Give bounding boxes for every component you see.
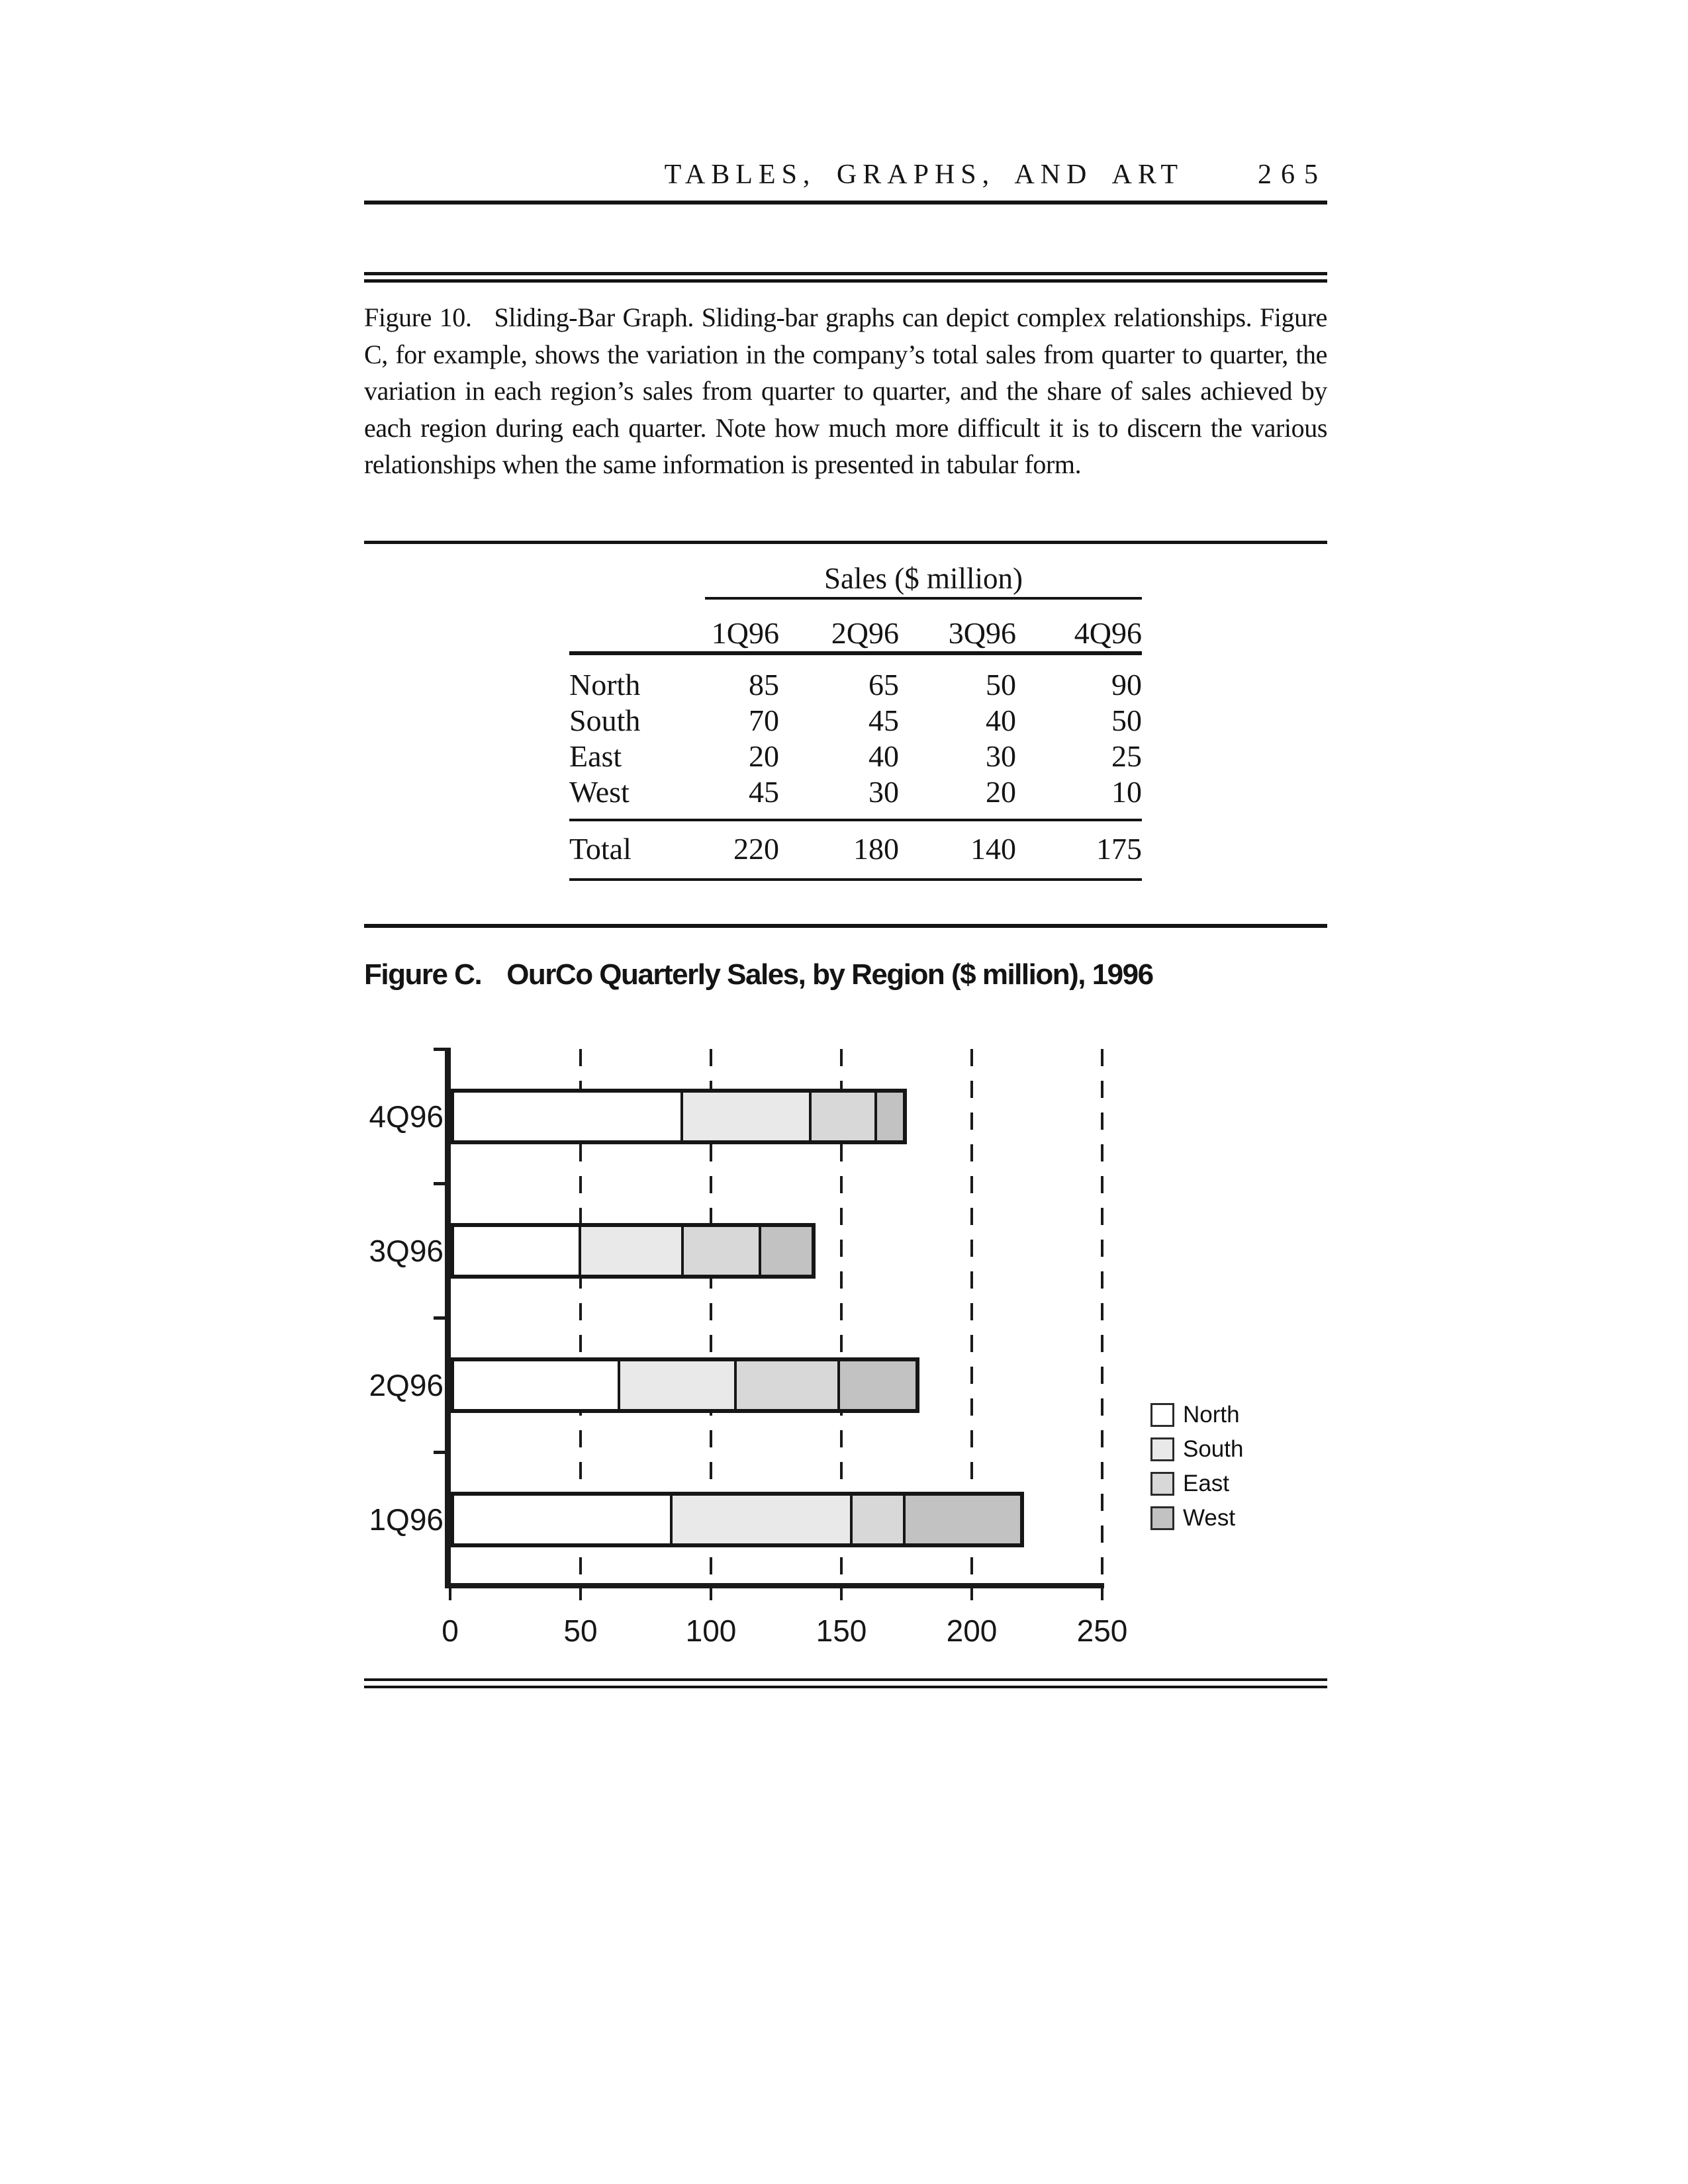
table-spanner-rule xyxy=(705,597,1142,600)
bar-segment-1Q96-West xyxy=(903,1496,1019,1543)
cell: 40 xyxy=(986,704,1016,737)
bottom-rule-1 xyxy=(364,1678,1327,1681)
cell: 45 xyxy=(749,775,779,809)
y-axis-tick xyxy=(434,1048,445,1051)
row-label: South xyxy=(569,704,641,737)
bar-segment-2Q96-East xyxy=(734,1361,837,1409)
cell: 140 xyxy=(970,832,1016,866)
cell: 30 xyxy=(986,739,1016,773)
x-axis-label-50: 50 xyxy=(563,1614,598,1648)
caption-bottom-rule xyxy=(364,541,1327,544)
legend-label: South xyxy=(1183,1436,1244,1462)
legend-item xyxy=(1150,1501,1243,1535)
bar-segment-3Q96-South xyxy=(579,1227,681,1275)
cell: 85 xyxy=(749,668,779,702)
x-axis-label-150: 150 xyxy=(816,1614,867,1648)
cell: 45 xyxy=(868,704,899,737)
x-axis-tick-50 xyxy=(579,1588,582,1600)
x-axis-label-0: 0 xyxy=(442,1614,459,1648)
legend-label: North xyxy=(1183,1402,1240,1428)
table-corner-cell xyxy=(569,615,705,651)
x-axis-tick-0 xyxy=(449,1588,451,1600)
bar-segment-4Q96-North xyxy=(454,1093,680,1140)
category-label-2Q96: 2Q96 xyxy=(369,1367,444,1402)
page-header xyxy=(364,159,1327,191)
bar-segment-4Q96-East xyxy=(809,1093,874,1140)
bar-segment-1Q96-South xyxy=(670,1496,850,1543)
bar-2Q96 xyxy=(450,1357,919,1413)
cell: 40 xyxy=(868,739,899,773)
cell: 70 xyxy=(749,704,779,737)
x-axis-tick-200 xyxy=(970,1588,973,1600)
chart-title xyxy=(364,958,1153,991)
x-axis-label-100: 100 xyxy=(685,1614,737,1648)
y-axis xyxy=(445,1048,451,1588)
row-label: East xyxy=(569,739,622,773)
chart-title-label: Figure C. xyxy=(364,958,482,991)
cell: 20 xyxy=(986,775,1016,809)
legend-item xyxy=(1150,1432,1243,1467)
bar-segment-4Q96-West xyxy=(874,1093,902,1140)
bar-segment-2Q96-South xyxy=(618,1361,733,1409)
bar-3Q96 xyxy=(450,1223,816,1279)
table-row xyxy=(569,739,1142,774)
x-axis-tick-150 xyxy=(840,1588,843,1600)
caption-text: Sliding-Bar Graph. Sliding-bar graphs can depict complex relationships. Figure C, for example, shows the variation in the company’s total sales from quarter to quarter, the variation in each region’s sales from quarter to quarter, and the share of sales achieved by each region during each quarter. Note how much more difficult it is to discern the various relationships when the same information is presented in tabular form. xyxy=(364,302,1327,479)
y-axis-tick xyxy=(434,1182,445,1185)
legend-label: West xyxy=(1183,1505,1236,1531)
table-header-row xyxy=(569,615,1142,651)
legend-label: East xyxy=(1183,1471,1230,1496)
cell: 90 xyxy=(1111,668,1142,702)
category-label-1Q96: 1Q96 xyxy=(369,1502,444,1537)
cell: 50 xyxy=(986,668,1016,702)
legend-item xyxy=(1150,1398,1243,1432)
legend-swatch-east xyxy=(1150,1472,1174,1496)
table-total-row xyxy=(569,831,1142,867)
cell: 50 xyxy=(1111,704,1142,737)
header-rule xyxy=(364,201,1327,205)
bar-segment-3Q96-North xyxy=(454,1227,579,1275)
page-number: 265 xyxy=(1258,159,1327,190)
legend-swatch-west xyxy=(1150,1506,1174,1530)
figure-box-top-rule-1 xyxy=(364,272,1327,275)
cell: 180 xyxy=(853,832,899,866)
category-label-4Q96: 4Q96 xyxy=(369,1099,444,1134)
section-separator-rule xyxy=(364,924,1327,928)
figure-box-top-rule-2 xyxy=(364,279,1327,283)
chart-legend xyxy=(1150,1398,1243,1535)
table-bottom-rule xyxy=(569,878,1142,881)
figure-caption xyxy=(364,299,1327,483)
table-spanner-heading: Sales ($ million) xyxy=(824,562,1023,595)
bar-4Q96 xyxy=(450,1089,907,1144)
table-row xyxy=(569,703,1142,739)
legend-swatch-north xyxy=(1150,1403,1174,1427)
row-label: West xyxy=(569,775,630,809)
legend-item xyxy=(1150,1467,1243,1501)
y-axis-tick xyxy=(434,1451,445,1454)
gridline-250 xyxy=(1101,1049,1103,1583)
y-axis-tick xyxy=(434,1316,445,1320)
legend-swatch-south xyxy=(1150,1437,1174,1461)
table-total-rule xyxy=(569,819,1142,821)
table-row xyxy=(569,667,1142,703)
bar-1Q96 xyxy=(450,1492,1024,1547)
cell: 25 xyxy=(1111,739,1142,773)
row-label: Total xyxy=(569,832,632,866)
row-label: North xyxy=(569,668,641,702)
x-axis-tick-250 xyxy=(1101,1588,1103,1600)
bar-segment-2Q96-West xyxy=(837,1361,915,1409)
cell: 20 xyxy=(749,739,779,773)
category-label-3Q96: 3Q96 xyxy=(369,1233,444,1268)
cell: 175 xyxy=(1096,832,1142,866)
table-col-header: 2Q96 xyxy=(831,616,899,650)
running-title: TABLES, GRAPHS, AND ART xyxy=(664,159,1184,190)
table-row xyxy=(569,774,1142,810)
x-axis xyxy=(445,1583,1104,1588)
table-col-header: 4Q96 xyxy=(1074,616,1142,650)
table-head-rule xyxy=(569,651,1142,655)
bar-segment-1Q96-North xyxy=(454,1496,670,1543)
bar-segment-3Q96-West xyxy=(759,1227,811,1275)
x-axis-tick-100 xyxy=(710,1588,712,1600)
table-col-header: 3Q96 xyxy=(948,616,1016,650)
x-axis-label-250: 250 xyxy=(1076,1614,1128,1648)
cell: 220 xyxy=(733,832,779,866)
cell: 10 xyxy=(1111,775,1142,809)
bar-segment-1Q96-East xyxy=(850,1496,904,1543)
bar-segment-2Q96-North xyxy=(454,1361,618,1409)
cell: 30 xyxy=(868,775,899,809)
chart-title-text: OurCo Quarterly Sales, by Region ($ million), 1996 xyxy=(506,958,1153,991)
cell: 65 xyxy=(868,668,899,702)
x-axis-label-200: 200 xyxy=(946,1614,998,1648)
bar-segment-4Q96-South xyxy=(680,1093,809,1140)
bottom-rule-2 xyxy=(364,1686,1327,1688)
table-col-header: 1Q96 xyxy=(711,616,779,650)
bar-segment-3Q96-East xyxy=(681,1227,759,1275)
caption-label: Figure 10. xyxy=(364,302,472,332)
